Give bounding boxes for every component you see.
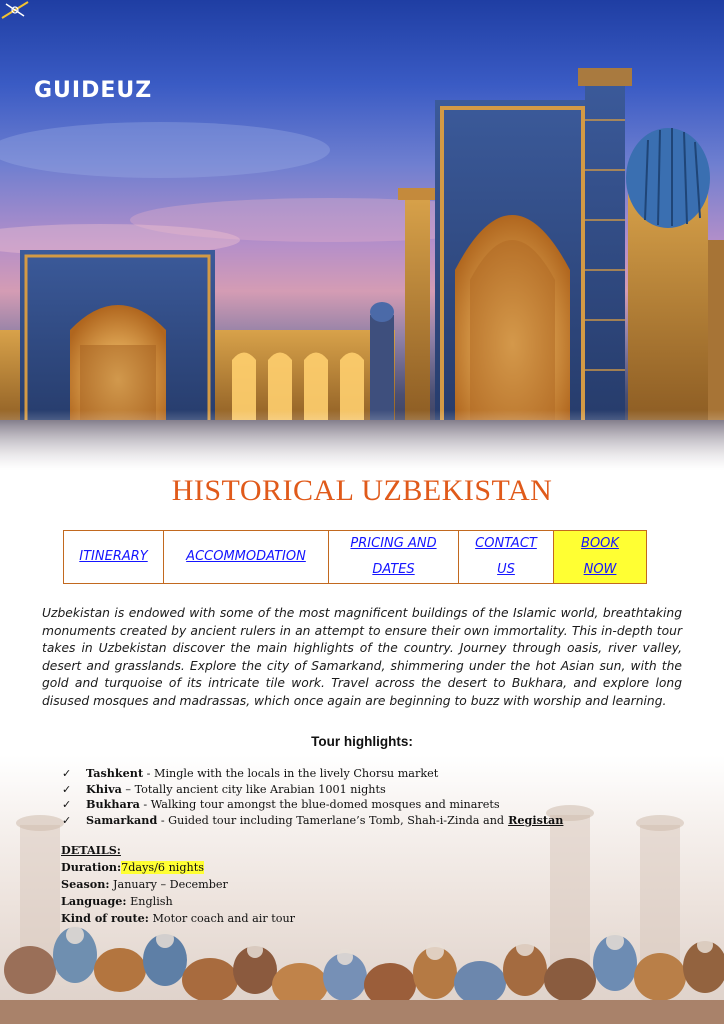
language-label: Language: (61, 894, 127, 908)
list-item (62, 813, 662, 829)
season-label: Season: (61, 877, 110, 891)
highlights-heading: Tour highlights: (311, 734, 413, 749)
details-heading: DETAILS: (61, 843, 121, 857)
checkmark-icon: ✓ (62, 813, 72, 827)
route-label: Kind of route: (61, 911, 149, 925)
route-value: Motor coach and air tour (148, 912, 296, 925)
checkmark-icon: ✓ (62, 782, 72, 796)
highlight-place: Bukhara (86, 797, 140, 811)
compass-logo-icon (0, 0, 30, 20)
book-now-link-line1[interactable]: BOOK (581, 536, 619, 551)
duration-row (61, 859, 295, 876)
duration-label: Duration: (61, 860, 122, 874)
nav-cell-pricing (329, 531, 459, 584)
contact-link-line1[interactable]: CONTACT (475, 536, 537, 551)
pricing-link-line1[interactable]: PRICING AND (350, 536, 437, 551)
highlight-text: - Walking tour amongst the blue-domed mosques and minarets (139, 798, 500, 811)
checkmark-icon: ✓ (62, 798, 72, 811)
brand-logo[interactable]: GUIDEUZ (34, 78, 153, 103)
language-row (61, 893, 295, 910)
nav-table (63, 530, 647, 584)
details-section (61, 842, 295, 927)
highlight-place: Khiva (86, 781, 122, 796)
duration-value: 7days/6 nights (121, 861, 204, 874)
contact-link-line2[interactable]: US (497, 562, 515, 577)
language-value: English (126, 895, 173, 908)
accommodation-link[interactable]: ACCOMMODATION (186, 549, 306, 564)
registan-illustration (0, 0, 724, 470)
nav-cell-book (554, 531, 647, 584)
highlight-text: - Mingle with the locals in the lively Chorsu market (143, 767, 439, 780)
nav-cell-itinerary (64, 531, 164, 584)
intro-paragraph: Uzbekistan is endowed with some of the most magnificent buildings of the Islamic world, breathtaking monuments created by ancient rulers in an attempt to ensure their own immortality. This in-depth tour takes in Uzbekistan discover the main highlights of the country. Journey through oasis, river valley, desert and grasslands. Explore the city of Samarkand, shimmering under the hot Asian sun, with the gold and turquoise of its intricate tile work. Travel across the desert to Bukhara, and explore long disused mosques and madrassas, which once again are beginning to buzz with worship and learning. (42, 606, 682, 708)
hero-fade (0, 410, 724, 470)
list-item (62, 782, 662, 798)
highlight-place: Samarkand (86, 812, 158, 827)
checkmark-icon: ✓ (62, 767, 72, 780)
nav-cell-accommodation (164, 531, 329, 584)
highlights-list (62, 766, 662, 828)
hero-image (0, 0, 724, 470)
itinerary-link[interactable]: ITINERARY (79, 549, 148, 564)
list-item (62, 797, 662, 813)
page-title: HISTORICAL UZBEKISTAN (171, 474, 553, 507)
season-row (61, 876, 295, 893)
pricing-link-line2[interactable]: DATES (372, 562, 415, 577)
list-item (62, 766, 662, 782)
book-now-link-line2[interactable]: NOW (583, 562, 617, 577)
highlight-place: Tashkent (86, 766, 144, 780)
highlight-text: - Guided tour including Tamerlane’s Tomb, Shah-i-Zinda and (157, 813, 505, 827)
season-value: January – December (109, 878, 228, 891)
nav-cell-contact (459, 531, 554, 584)
registan-link[interactable]: Registan (508, 812, 564, 827)
highlight-text: – Totally ancient city like Arabian 1001 nights (121, 782, 386, 796)
route-row (61, 910, 295, 927)
